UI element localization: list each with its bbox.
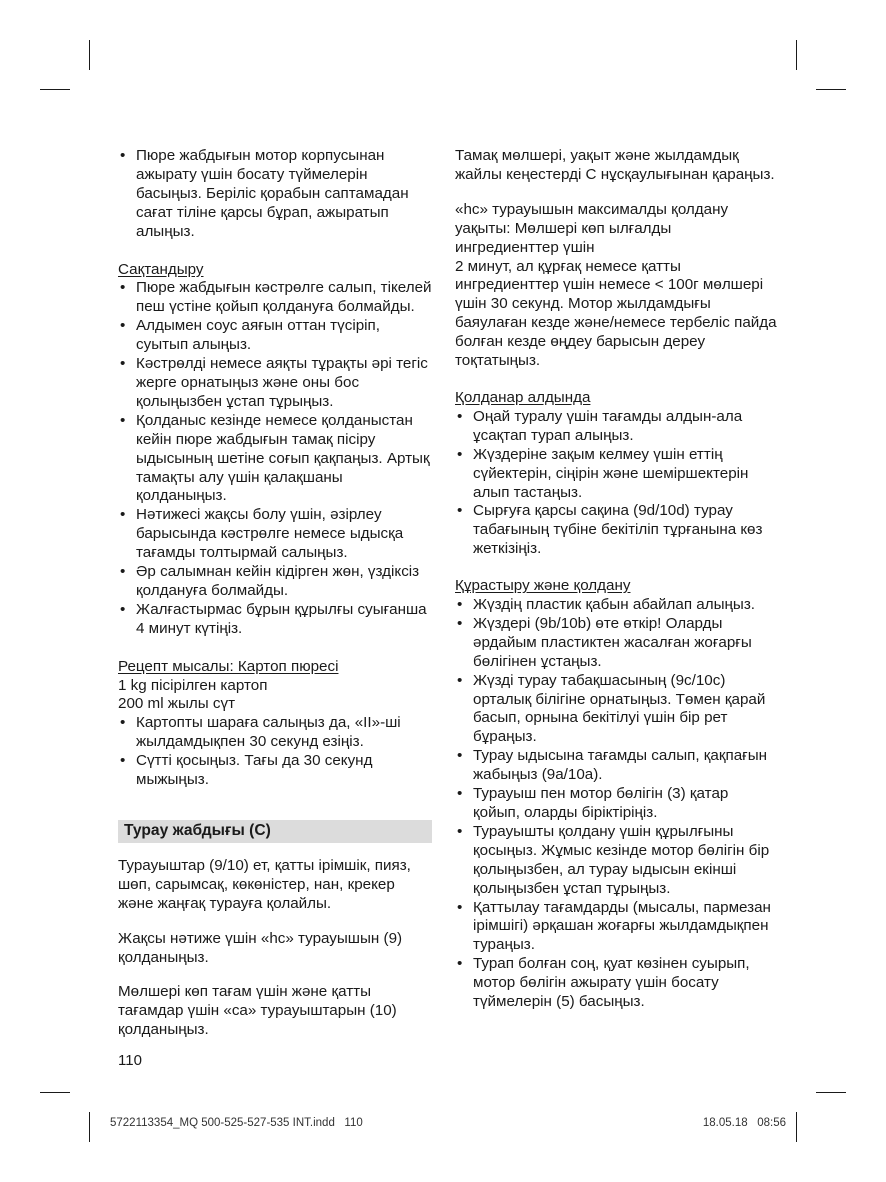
section-title: Турау жабдығы (C) (118, 820, 432, 843)
assembly-bullet: • Турауышты қолдану үшін құрылғыны қосыңыз. Жұмыс кезінде мотор бөлігін бір қолыңызбен, ал турау ыдысын екінші қолыңызбен ұстап тұрыңыз. (455, 823, 777, 899)
left-column (118, 147, 432, 1040)
assembly-bullet: • Жүзді турау табақшасының (9c/10c) орталық білігіне орнатыңыз. Төмен қарай басып, орнына бекітілуі үшін бір рет бұраңыз. (455, 672, 777, 748)
intro-bullet: • Пюре жабдығын мотор корпусынан ажырату үшін босату түймелерін басыңыз. Беріліс қорабын саптамадан сағат тіліне қарсы бұрап, ажыратып алыңыз. (118, 147, 432, 242)
assembly-bullet: • Жүздері (9b/10b) өте өткір! Оларды әрдайым пластиктен жасалған жоғарғы бөлігінен ұстаңыз. (455, 615, 777, 672)
before-use-heading: Қолданар алдында (455, 388, 591, 406)
crop-mark-top-right-h (816, 89, 846, 90)
assembly-bullet: • Турау ыдысына тағамды салып, қақпағын жабыңыз (9a/10a). (455, 747, 777, 785)
recipe-bullet-list (118, 714, 432, 790)
caution-heading: Сақтандыру (118, 260, 204, 278)
crop-mark-bottom-right-h (816, 1092, 846, 1093)
right-column (455, 147, 777, 1012)
assembly-bullet: • Турап болған соң, қуат көзінен суырып, мотор бөлігін ажырату үшін босату түймелерін (5) басыңыз. (455, 955, 777, 1012)
assembly-bullet: • Қаттылау тағамдарды (мысалы, пармезан ірімшігі) әрқашан жоғарғы жылдамдықпен тураңыз. (455, 899, 777, 956)
intro-paragraph: Тамақ мөлшері, уақыт және жылдамдық жайлы кеңестерді C нұсқаулығынан қараңыз. (455, 147, 775, 183)
caution-bullet: • Жалғастырмас бұрын құрылғы суығанша 4 минут күтіңіз. (118, 601, 432, 639)
caution-bullet: • Алдымен соус аяғын оттан түсіріп, суытып алыңыз. (118, 317, 432, 355)
caution-bullet: • Пюре жабдығын кәстрөлге салып, тікелей пеш үстіне қойып қолдануға болмайды. (118, 279, 432, 317)
caution-bullet-list (118, 279, 432, 638)
section-paragraph: Турауыштар (9/10) ет, қатты ірімшік, пияз, шөп, сарымсақ, көкөністер, нан, крекер және жаңғақ турауға қолайлы. (118, 856, 411, 912)
before-use-bullet-list (455, 408, 777, 559)
crop-mark-top-left-v (89, 40, 90, 70)
intro-bullet-list (118, 147, 432, 242)
recipe-bullet: • Картопты шараға салыңыз да, «II»-ші жылдамдықпен 30 секунд езіңіз. (118, 714, 432, 752)
crop-mark-top-left-h (40, 89, 70, 90)
before-use-bullet: • Сырғуға қарсы сақина (9d/10d) турау табағының түбіне бекітіліп тұрғанына көз жеткізіңіз. (455, 502, 777, 559)
intro-paragraph: «hc» турауышын максималды қолдану уақыты: Мөлшері көп ылғалды ингредиенттер үшін 2 минут, ал құрғақ немесе қатты ингредиенттер үшін немесе < 100г мөлшері үшін 30 секунд. Мотор жылдамдығы баяулаған кезде және/немесе тербеліс пайда болған кезде өңдеу барысын дереу тоқтатыңыз. (455, 200, 777, 370)
recipe-bullet: • Сүтті қосыңыз. Тағы да 30 секунд мыжыңыз. (118, 752, 432, 790)
section-paragraph: Мөлшері көп тағам үшін және қатты тағамдар үшін «ca» турауыштарын (10) қолданыңыз. (118, 983, 397, 1039)
section-paragraph: Жақсы нәтиже үшін «hc» турауышын (9) қолданыңыз. (118, 929, 403, 966)
before-use-bullet: • Оңай туралу үшін тағамды алдын-ала ұсақтап турап алыңыз. (455, 408, 777, 446)
caution-bullet: • Қолданыс кезінде немесе қолданыстан кейін пюре жабдығын тамақ пісіру ыдысының шетіне соғып қақпаңыз. Артық тамақты алу үшін қалақшаны қолданыңыз. (118, 412, 432, 507)
crop-mark-bottom-left-v (89, 1112, 90, 1142)
recipe-heading: Рецепт мысалы: Картоп пюресі (118, 657, 339, 675)
assembly-heading: Құрастыру және қолдану (455, 577, 631, 595)
recipe-ingredient: 200 ml жылы сүт (118, 695, 236, 713)
caution-bullet: • Кәстрөлді немесе аяқты тұрақты әрі тегіс жерге орнатыңыз және оны бос қолыңызбен ұстап тұрыңыз. (118, 355, 432, 412)
caution-bullet: • Әр салымнан кейін кідірген жөн, үздіксіз қолдануға болмайды. (118, 563, 432, 601)
crop-mark-top-right-v (796, 40, 797, 70)
before-use-bullet: • Жүздеріне зақым келмеу үшін еттің сүйектерін, сіңірін және шеміршектерін алып тастаңыз. (455, 446, 777, 503)
date-time: 18.05.18 08:56 (702, 1117, 786, 1129)
crop-mark-bottom-right-v (796, 1112, 797, 1142)
recipe-ingredient: 1 kg пісірілген картоп (118, 676, 268, 694)
assembly-bullet: • Турауыш пен мотор бөлігін (3) қатар қойып, оларды біріктіріңіз. (455, 785, 777, 823)
crop-mark-bottom-left-h (40, 1092, 70, 1093)
page-number: 110 (118, 1052, 142, 1069)
caution-bullet: • Нәтижесі жақсы болу үшін, әзірлеу барысында кәстрөлге немесе ыдысқа тағамды толтырмай салыңыз. (118, 506, 432, 563)
file-info: 5722113354_MQ 500-525-527-535 INT.indd 110 (110, 1117, 363, 1129)
assembly-bullet-list (455, 596, 777, 1012)
assembly-bullet: • Жүздің пластик қабын абайлап алыңыз. (455, 596, 777, 615)
